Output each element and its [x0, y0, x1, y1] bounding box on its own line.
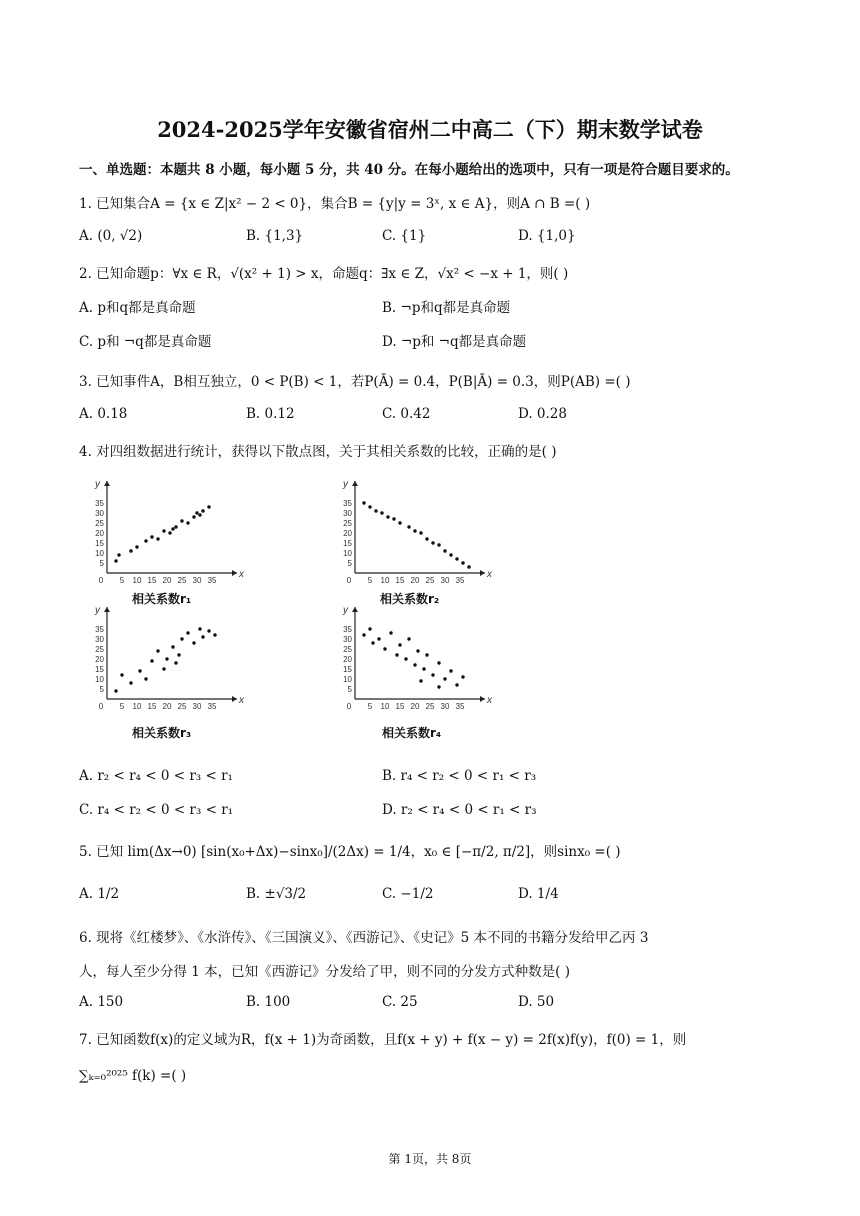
question-1-option-b[interactable]: B. {1,3} [246, 228, 304, 244]
scatter-point [114, 559, 117, 562]
x-axis-label: x [487, 569, 492, 580]
y-tick-label: 30 [343, 509, 352, 518]
scatter-point [395, 653, 398, 656]
y-tick-label: 10 [95, 549, 104, 558]
y-axis-label: y [95, 479, 100, 490]
scatter-point [168, 531, 171, 534]
question-4-option-c[interactable]: C. r₄ < r₂ < 0 < r₃ < r₁ [79, 802, 234, 818]
scatter-point [120, 673, 123, 676]
caption-r2: 相关系数r₂ [380, 592, 440, 606]
x-tick-label: 15 [147, 702, 157, 711]
x-tick-label: 35 [207, 702, 217, 711]
question-2-option-a[interactable]: A. p和q都是真命题 [79, 300, 196, 316]
x-axis-label: x [239, 569, 244, 580]
x-tick-label: 25 [425, 576, 435, 585]
scatter-point [177, 653, 180, 656]
scatter-point [186, 521, 189, 524]
scatter-point [180, 519, 183, 522]
scatter-point [192, 641, 195, 644]
x-tick-label: 10 [380, 576, 390, 585]
x-tick-label: 5 [119, 702, 125, 711]
scatter-point [467, 565, 470, 568]
scatter-point [422, 667, 425, 670]
scatter-plot-r2 [330, 480, 490, 594]
y-axis-label: y [343, 605, 348, 616]
question-1-option-d[interactable]: D. {1,0} [518, 228, 576, 244]
scatter-point [171, 645, 174, 648]
scatter-point [150, 535, 153, 538]
scatter-point [165, 657, 168, 660]
caption-r1: 相关系数r₁ [132, 592, 192, 606]
scatter-point [186, 631, 189, 634]
scatter-point [398, 643, 401, 646]
scatter-point [162, 529, 165, 532]
scatter-point [431, 541, 434, 544]
question-3-option-c[interactable]: C. 0.42 [382, 406, 431, 422]
scatter-point [413, 663, 416, 666]
y-axis-arrow [352, 607, 358, 612]
y-tick-label: 35 [343, 625, 352, 634]
x-tick-label: 0 [346, 702, 352, 711]
y-axis-arrow [104, 607, 110, 612]
question-4-option-d[interactable]: D. r₂ < r₄ < 0 < r₁ < r₃ [382, 802, 537, 818]
scatter-point [413, 529, 416, 532]
scatter-point [195, 511, 198, 514]
scatter-point [374, 509, 377, 512]
scatter-point [389, 631, 392, 634]
y-axis-label: y [343, 479, 348, 490]
x-tick-label: 5 [367, 702, 373, 711]
x-tick-label: 15 [395, 702, 405, 711]
scatter-point [213, 633, 216, 636]
y-tick-label: 20 [95, 655, 104, 664]
scatter-point [377, 637, 380, 640]
question-6-option-b[interactable]: B. 100 [246, 994, 291, 1010]
y-tick-label: 25 [95, 519, 104, 528]
y-tick-label: 35 [95, 499, 104, 508]
x-axis-arrow [232, 570, 237, 576]
question-1-option-c[interactable]: C. {1} [382, 228, 427, 244]
caption-r3: 相关系数r₃ [132, 726, 192, 740]
x-axis-arrow [480, 696, 485, 702]
y-axis-label: y [95, 605, 100, 616]
y-tick-label: 15 [95, 539, 104, 548]
scatter-point [449, 553, 452, 556]
scatter-point [461, 675, 464, 678]
scatter-point [156, 649, 159, 652]
scatter-point [368, 627, 371, 630]
question-5-stem: 5. 已知 lim(Δx→0) [sin(x₀+Δx)−sinx₀]/(2Δx) = 1/4，x₀ ∈ [−π/2, π/2]，则sinx₀ =( ) [79, 844, 621, 860]
y-tick-label: 5 [99, 685, 104, 694]
x-tick-label: 5 [367, 576, 373, 585]
y-tick-label: 20 [343, 529, 352, 538]
x-tick-label: 35 [455, 702, 465, 711]
scatter-point [171, 527, 174, 530]
scatter-point [201, 509, 204, 512]
y-tick-label: 20 [343, 655, 352, 664]
y-tick-label: 15 [95, 665, 104, 674]
x-tick-label: 30 [440, 702, 450, 711]
x-tick-label: 10 [132, 702, 142, 711]
question-3-option-b[interactable]: B. 0.12 [246, 406, 295, 422]
scatter-point [419, 679, 422, 682]
scatter-plot-r1 [82, 480, 242, 594]
scatter-point [201, 635, 204, 638]
scatter-point [135, 545, 138, 548]
question-2-option-d[interactable]: D. ¬p和 ¬q都是真命题 [382, 334, 527, 350]
question-1-option-a[interactable]: A. (0, √2) [79, 228, 143, 244]
x-tick-label: 0 [98, 576, 104, 585]
scatter-point [449, 669, 452, 672]
y-tick-label: 10 [95, 675, 104, 684]
scatter-point [443, 549, 446, 552]
x-axis-label: x [239, 695, 244, 706]
x-tick-label: 10 [132, 576, 142, 585]
x-tick-label: 35 [455, 576, 465, 585]
question-7-stem-line2: ∑ₖ₌₀²⁰²⁵ f(k) =( ) [79, 1068, 187, 1084]
x-tick-label: 20 [410, 702, 420, 711]
scatter-point [455, 557, 458, 560]
scatter-point [117, 553, 120, 556]
question-5-option-b[interactable]: B. ±√3/2 [246, 886, 307, 902]
scatter-point [180, 637, 183, 640]
y-tick-label: 10 [343, 549, 352, 558]
scatter-point [392, 517, 395, 520]
y-tick-label: 25 [343, 519, 352, 528]
scatter-point [198, 513, 201, 516]
y-tick-label: 5 [347, 685, 352, 694]
x-tick-label: 10 [380, 702, 390, 711]
x-tick-label: 15 [147, 576, 157, 585]
x-tick-label: 15 [395, 576, 405, 585]
x-tick-label: 30 [192, 576, 202, 585]
scatter-point [386, 515, 389, 518]
x-axis-arrow [480, 570, 485, 576]
scatter-point [129, 549, 132, 552]
question-2-option-c[interactable]: C. p和 ¬q都是真命题 [79, 334, 212, 350]
question-6-option-a[interactable]: A. 150 [79, 994, 124, 1010]
scatter-point [129, 681, 132, 684]
scatter-point [192, 515, 195, 518]
scatter-point [156, 537, 159, 540]
question-5-option-d[interactable]: D. 1/4 [518, 886, 559, 902]
caption-r4: 相关系数r₄ [382, 726, 442, 740]
scatter-point [114, 689, 117, 692]
x-tick-label: 25 [425, 702, 435, 711]
scatter-point [368, 505, 371, 508]
scatter-point [425, 537, 428, 540]
x-tick-label: 20 [162, 576, 172, 585]
y-tick-label: 5 [347, 559, 352, 568]
question-4-option-a[interactable]: A. r₂ < r₄ < 0 < r₃ < r₁ [79, 768, 233, 784]
y-tick-label: 30 [343, 635, 352, 644]
x-tick-label: 25 [177, 702, 187, 711]
section-heading: 一、单选题：本题共 8 小题，每小题 5 分，共 40 分。在每小题给出的选项中，只有一项是符合题目要求的。 [79, 162, 739, 178]
scatter-point [371, 641, 374, 644]
scatter-point [198, 627, 201, 630]
x-tick-label: 20 [410, 576, 420, 585]
scatter-point [455, 683, 458, 686]
page-title: 2024-2025学年安徽省宿州二中高二（下）期末数学试卷 [157, 117, 703, 142]
scatter-point [437, 543, 440, 546]
scatter-point [162, 667, 165, 670]
x-axis-arrow [232, 696, 237, 702]
x-tick-label: 25 [177, 576, 187, 585]
page-footer: 第 1页，共 8页 [388, 1152, 472, 1166]
x-tick-label: 20 [162, 702, 172, 711]
y-tick-label: 10 [343, 675, 352, 684]
scatter-point [174, 525, 177, 528]
question-4-option-b[interactable]: B. r₄ < r₂ < 0 < r₁ < r₃ [382, 768, 537, 784]
question-1-stem: 1. 已知集合A = {x ∈ Z|x² − 2 < 0}，集合B = {y|y = 3ˣ, x ∈ A}，则A ∩ B =( ) [79, 196, 591, 212]
question-7-stem-line1: 7. 已知函数f(x)的定义域为R，f(x + 1)为奇函数，且f(x + y) + f(x − y) = 2f(x)f(y)，f(0) = 1，则 [79, 1032, 687, 1048]
scatter-point [174, 661, 177, 664]
question-2-stem: 2. 已知命题p：∀x ∈ R，√(x² + 1) > x，命题q：∃x ∈ Z，√x² < −x + 1，则( ) [79, 266, 569, 282]
y-tick-label: 30 [95, 635, 104, 644]
scatter-point [207, 505, 210, 508]
y-tick-label: 25 [95, 645, 104, 654]
scatter-point [404, 657, 407, 660]
x-tick-label: 30 [192, 702, 202, 711]
question-5-option-a[interactable]: A. 1/2 [79, 886, 120, 902]
question-5-option-c[interactable]: C. −1/2 [382, 886, 434, 902]
y-axis-arrow [104, 481, 110, 486]
scatter-plot-r3 [82, 606, 242, 720]
y-tick-label: 25 [343, 645, 352, 654]
y-tick-label: 30 [95, 509, 104, 518]
scatter-point [407, 525, 410, 528]
scatter-point [144, 539, 147, 542]
x-tick-label: 5 [119, 576, 125, 585]
scatter-plot-r4 [330, 606, 490, 720]
y-tick-label: 20 [95, 529, 104, 538]
question-6-option-c[interactable]: C. 25 [382, 994, 418, 1010]
y-tick-label: 15 [343, 539, 352, 548]
y-tick-label: 5 [99, 559, 104, 568]
x-tick-label: 0 [346, 576, 352, 585]
scatter-point [362, 633, 365, 636]
question-3-stem: 3. 已知事件A，B相互独立，0 < P(B) < 1，若P(Ā) = 0.4，P(B|Ā) = 0.3，则P(AB) =( ) [79, 374, 631, 390]
x-tick-label: 35 [207, 576, 217, 585]
y-tick-label: 35 [343, 499, 352, 508]
question-2-option-b[interactable]: B. ¬p和q都是真命题 [382, 300, 511, 316]
scatter-point [437, 661, 440, 664]
y-tick-label: 15 [343, 665, 352, 674]
scatter-point [437, 685, 440, 688]
scatter-point [380, 511, 383, 514]
scatter-point [407, 637, 410, 640]
x-tick-label: 30 [440, 576, 450, 585]
question-6-stem-line1: 6. 现将《红楼梦》、《水浒传》、《三国演义》、《西游记》、《史记》5 本不同的书籍分发给甲乙丙 3 [79, 930, 649, 946]
scatter-point [150, 659, 153, 662]
scatter-point [431, 673, 434, 676]
scatter-point [207, 629, 210, 632]
y-axis-arrow [352, 481, 358, 486]
scatter-point [461, 561, 464, 564]
scatter-point [443, 677, 446, 680]
scatter-point [144, 677, 147, 680]
y-tick-label: 35 [95, 625, 104, 634]
scatter-point [419, 531, 422, 534]
scatter-point [425, 653, 428, 656]
question-6-stem-line2: 人，每人至少分得 1 本，已知《西游记》分发给了甲，则不同的分发方式种数是( ) [79, 964, 570, 980]
scatter-point [416, 649, 419, 652]
scatter-point [398, 521, 401, 524]
scatter-point [138, 669, 141, 672]
scatter-point [383, 647, 386, 650]
x-axis-label: x [487, 695, 492, 706]
question-6-option-d[interactable]: D. 50 [518, 994, 555, 1010]
question-3-option-a[interactable]: A. 0.18 [79, 406, 128, 422]
x-tick-label: 0 [98, 702, 104, 711]
question-4-stem: 4. 对四组数据进行统计，获得以下散点图，关于其相关系数的比较，正确的是( ) [79, 444, 557, 460]
scatter-point [362, 501, 365, 504]
question-3-option-d[interactable]: D. 0.28 [518, 406, 567, 422]
